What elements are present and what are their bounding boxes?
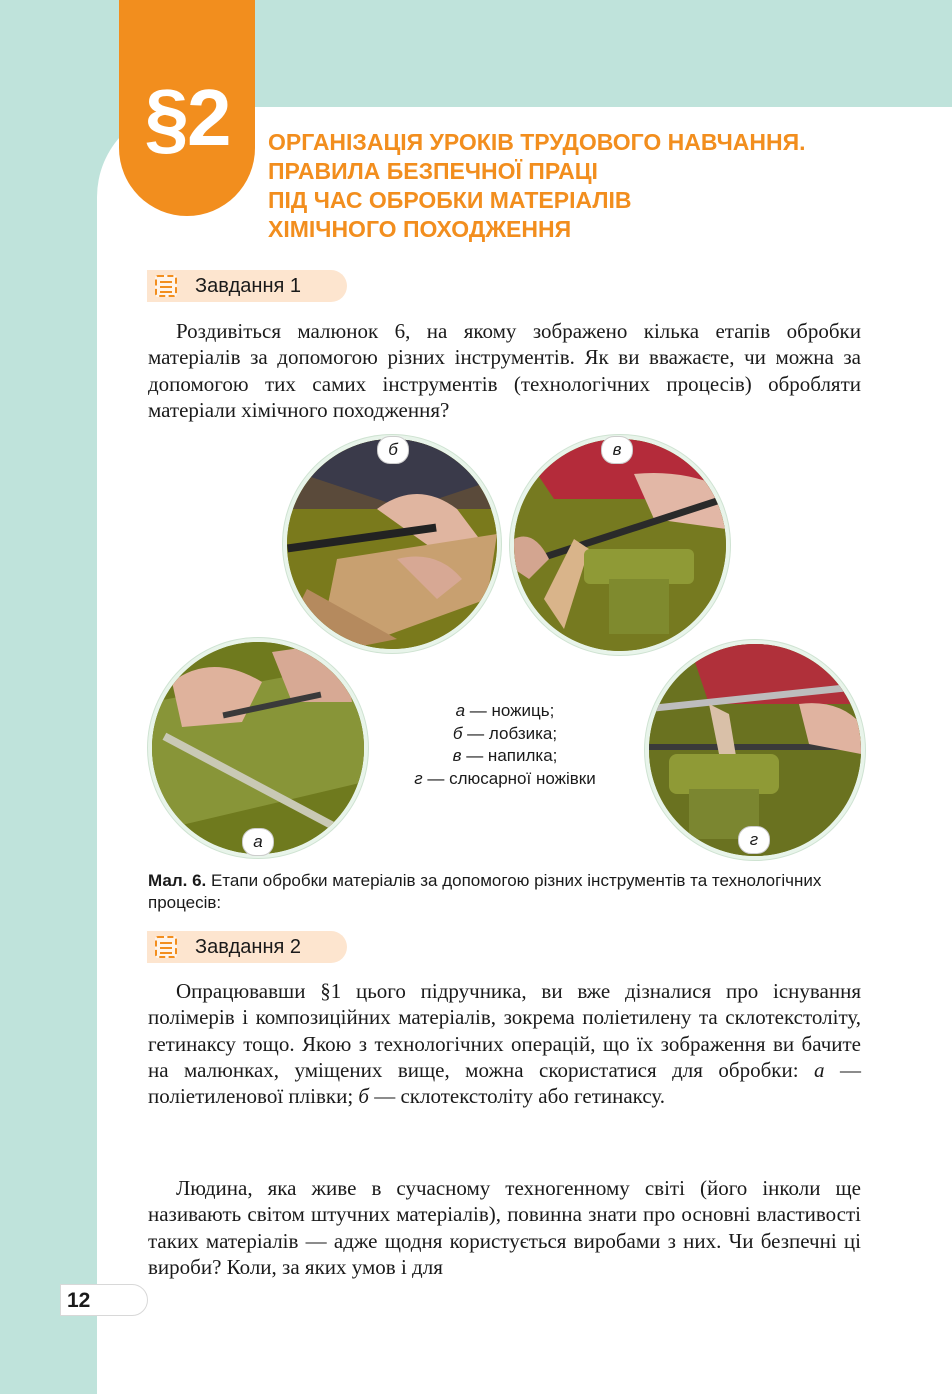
section-tab	[119, 0, 255, 216]
title-line: ХІМІЧНОГО ПОХОДЖЕННЯ	[268, 216, 572, 242]
task-1-text: Роздивіться малюнок 6, на якому зображено кілька етапів обробки матеріалів за допомогою різних інструментів. Як ви вважаєте, чи можна за допомогою тих самих інструментів (технологічних процесів) обробляти матеріали хімічного походження?	[148, 319, 861, 422]
legend-item: г — слюсарної ножівки	[414, 768, 596, 788]
chapter-title	[268, 128, 908, 244]
title-line: ОРГАНІЗАЦІЯ УРОКІВ ТРУДОВОГО НАВЧАННЯ.	[268, 129, 806, 155]
badge-a: а	[242, 828, 274, 856]
photo-jigsaw	[283, 435, 501, 653]
scissors-illustration	[152, 642, 364, 854]
figure-caption	[148, 870, 848, 914]
body-paragraph: Людина, яка живе в сучасному техногенному світі (його інколи ще називають світом штучних матеріалів), повинна знати про основні властивості таких матеріалів — адже щодня користується виробами з них. Чи безпечні ці вироби? Коли, за яких умов і для	[148, 1176, 861, 1279]
jigsaw-illustration	[287, 439, 497, 649]
legend-item: в — напилка;	[452, 746, 558, 765]
caption-text: Етапи обробки матеріалів за допомогою різних інструментів та технологічних процесів:	[148, 871, 822, 912]
photo-file	[510, 435, 730, 655]
page-number: 12	[60, 1284, 148, 1316]
badge-b: б	[377, 436, 409, 464]
hacksaw-illustration	[649, 644, 861, 856]
task-icon	[155, 275, 177, 297]
badge-g: г	[738, 826, 770, 854]
figure-legend	[380, 700, 630, 790]
section-number: §2	[144, 73, 230, 162]
title-line: ПРАВИЛА БЕЗПЕЧНОЇ ПРАЦІ	[268, 158, 598, 184]
task-icon	[155, 936, 177, 958]
legend-item: а — ножиць;	[455, 701, 555, 720]
badge-v: в	[601, 436, 633, 464]
task-2-text: Опрацювавши §1 цього підручника, ви вже дізналися про існування полімерів і композиційних матеріалів, зокрема поліетилену та склотекстоліту, гетинаксу тощо. Якою з технологічних операцій, що їх зображення ви бачите на малюнках, уміщених вище, можна скористатися для обробки: а — поліетиленової плівки; б — склотекстоліту або гетинаксу.	[148, 979, 861, 1109]
file-illustration	[514, 439, 726, 651]
title-line: ПІД ЧАС ОБРОБКИ МАТЕРІАЛІВ	[268, 187, 632, 213]
task-2-header	[147, 931, 347, 963]
legend-item: б — лобзика;	[452, 723, 558, 743]
task-2-label: Завдання 2	[195, 935, 301, 958]
task-1-header	[147, 270, 347, 302]
caption-label: Мал. 6.	[148, 871, 207, 890]
task-1-label: Завдання 1	[195, 274, 301, 297]
photo-scissors	[148, 638, 368, 858]
